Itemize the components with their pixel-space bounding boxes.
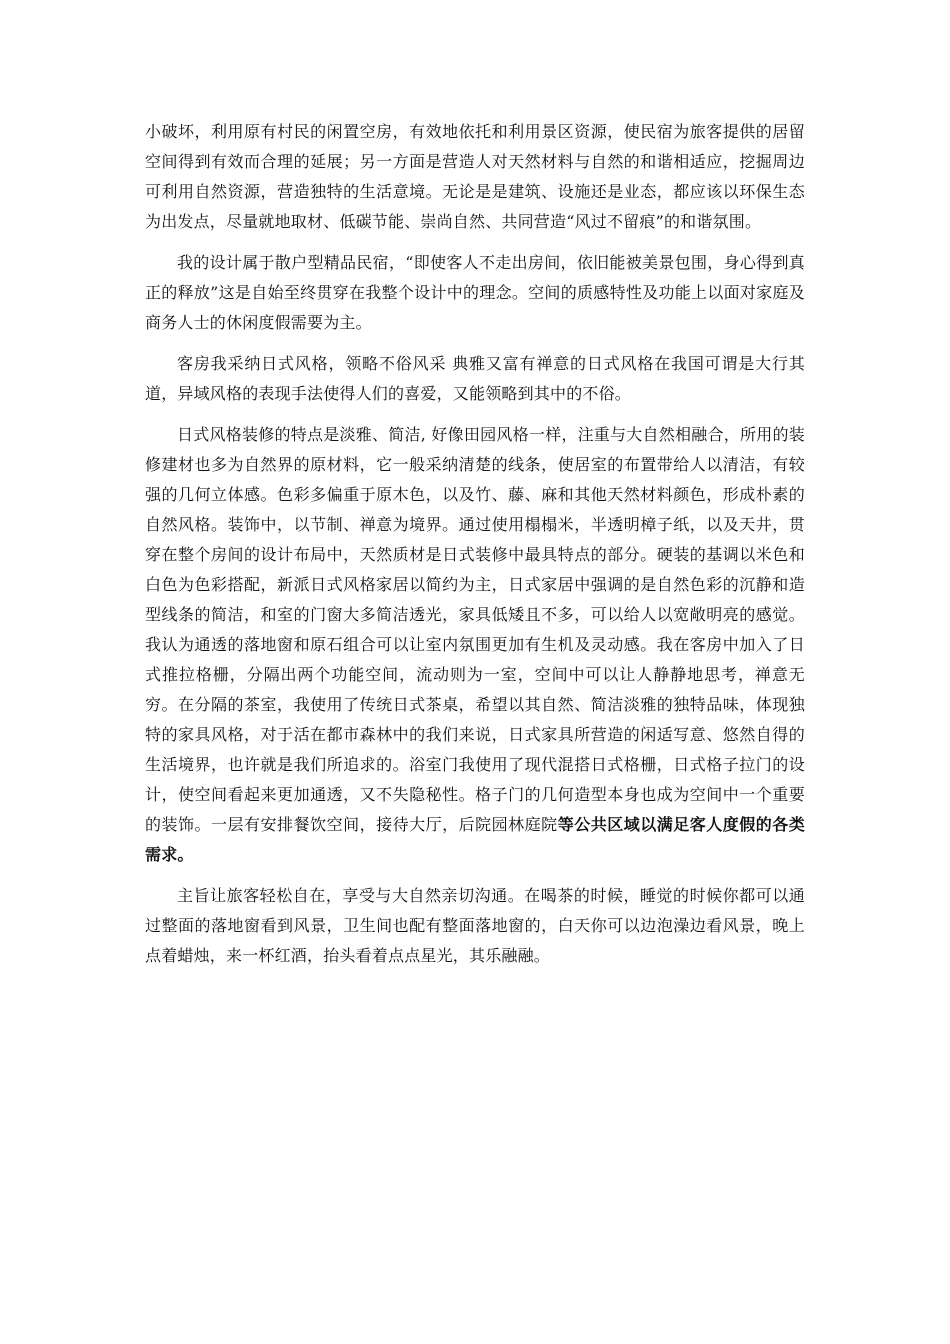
- paragraph-3-text: 客房我采纳日式风格，领略不俗风采 典雅又富有禅意的日式风格在我国可谓是大行其道，异域风格的表现手法使得人们的喜爱，又能领略到其中的不俗。: [145, 354, 805, 403]
- paragraph-5-text: 主旨让旅客轻松自在，享受与大自然亲切沟通。在喝茶的时候，睡觉的时候你都可以通过整面的落地窗看到风景，卫生间也配有整面落地窗的，白天你可以边泡澡边看风景，晚上点着蜡烛，来一杯红酒，抬头看着点点星光，其乐融融。: [145, 886, 805, 965]
- document-page: [145, 117, 805, 971]
- paragraph-1: [145, 117, 805, 237]
- paragraph-1-text: 小破坏，利用原有村民的闲置空房，有效地依托和利用景区资源，使民宿为旅客提供的居留空间得到有效而合理的延展；另一方面是营造人对天然材料与自然的和谐相适应，挖掘周边可利用自然资源，营造独特的生活意境。无论是是建筑、设施还是业态，都应该以环保生态为出发点，尽量就地取材、低碳节能、崇尚自然、共同营造“风过不留痕”的和谐氛围。: [145, 122, 805, 231]
- paragraph-5: [145, 881, 805, 971]
- paragraph-4-bold-tail: 等公共区域以满足客人度假的各类需求。: [145, 815, 805, 864]
- paragraph-3: [145, 349, 805, 409]
- paragraph-2-text: 我的设计属于散户型精品民宿，“即使客人不走出房间，依旧能被美景包围，身心得到真正的释放”这是自始至终贯穿在我整个设计中的理念。空间的质感特性及功能上以面对家庭及商务人士的休闲度假需要为主。: [145, 253, 805, 332]
- paragraph-2: [145, 248, 805, 338]
- paragraph-4: [145, 420, 805, 870]
- paragraph-4-text: 日式风格装修的特点是淡雅、简洁, 好像田园风格一样，注重与大自然相融合，所用的装修建材也多为自然界的原材料，它一般采纳清楚的线条，使居室的布置带给人以清洁，有较强的几何立体感。色彩多偏重于原木色，以及竹、藤、麻和其他天然材料颜色，形成朴素的自然风格。装饰中，以节制、禅意为境界。通过使用榻榻米，半透明樟子纸，以及天井，贯穿在整个房间的设计布局中，天然质材是日式装修中最具特点的部分。硬装的基调以米色和白色为色彩搭配，新派日式风格家居以简约为主，日式家居中强调的是自然色彩的沉静和造型线条的简洁，和室的门窗大多简洁透光，家具低矮且不多，可以给人以宽敞明亮的感觉。我认为通透的落地窗和原石组合可以让室内氛围更加有生机及灵动感。我在客房中加入了日式推拉格栅，分隔出两个功能空间，流动则为一室，空间中可以让人静静地思考，禅意无穷。在分隔的茶室，我使用了传统日式茶桌，希望以其自然、简洁淡雅的独特品味，体现独特的家具风格，对于活在都市森林中的我们来说，日式家具所营造的闲适写意、悠然自得的生活境界，也许就是我们所追求的。浴室门我使用了现代混搭日式格栅，日式格子拉门的设计，使空间看起来更加通透，又不失隐秘性。格子门的几何造型本身也成为空间中一个重要的装饰。一层有安排餐饮空间，接待大厅，后院园林庭院: [145, 425, 805, 834]
